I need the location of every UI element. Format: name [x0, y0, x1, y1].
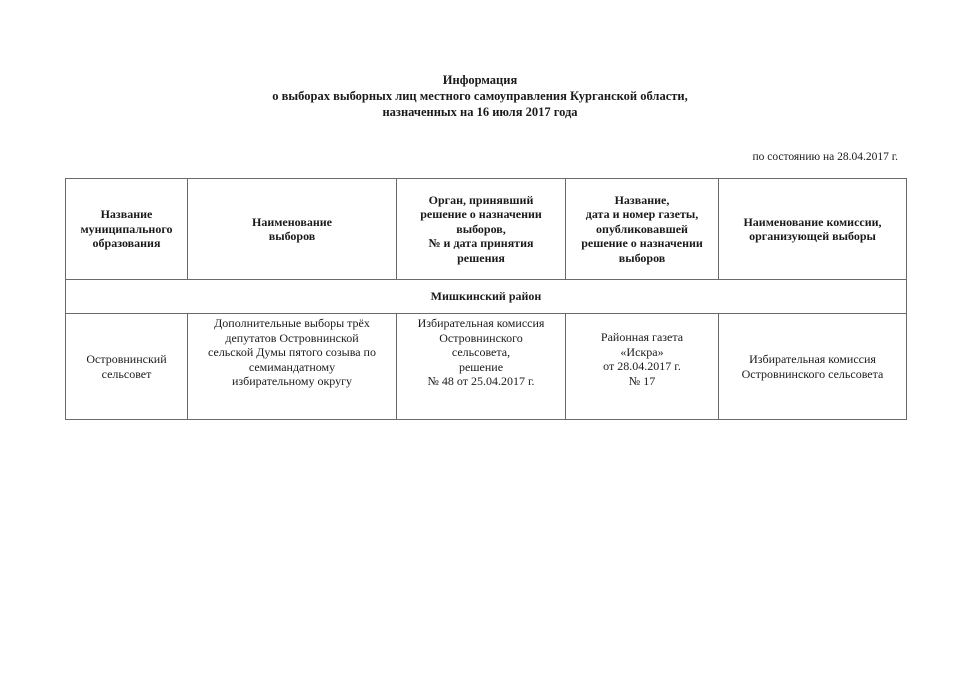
cell-election-name: Дополнительные выборы трёх депутатов Островнинской сельской Думы пятого созыва по семимандатному избирательному округу: [188, 314, 397, 420]
header-commission: Наименование комиссии, организующей выборы: [719, 179, 907, 280]
header-municipality: Название муниципального образования: [66, 179, 188, 280]
document-title: [0, 72, 960, 120]
title-line-3: назначенных на 16 июля 2017 года: [382, 105, 578, 119]
title-line-2: о выборах выборных лиц местного самоуправления Курганской области,: [272, 89, 688, 103]
cell-commission: Избирательная комиссия Островнинского сельсовета: [719, 314, 907, 420]
table-header-row: [66, 179, 907, 280]
section-district: Мишкинский район: [66, 280, 907, 314]
cell-municipality: Островнинский сельсовет: [66, 314, 188, 420]
section-row: [66, 280, 907, 314]
title-line-1: Информация: [442, 73, 518, 87]
header-election-name: Наименование выборов: [188, 179, 397, 280]
cell-newspaper: Районная газета «Искра» от 28.04.2017 г. № 17: [566, 314, 719, 420]
table-row: [66, 314, 907, 420]
header-newspaper: Название, дата и номер газеты, опубликовавшей решение о назначении выборов: [566, 179, 719, 280]
elections-table: [65, 178, 907, 420]
header-decision-body: Орган, принявший решение о назначении выборов, № и дата принятия решения: [397, 179, 566, 280]
as-of-date: по состоянию на 28.04.2017 г.: [752, 151, 898, 163]
cell-decision-body: Избирательная комиссия Островнинского сельсовета, решение № 48 от 25.04.2017 г.: [397, 314, 566, 420]
